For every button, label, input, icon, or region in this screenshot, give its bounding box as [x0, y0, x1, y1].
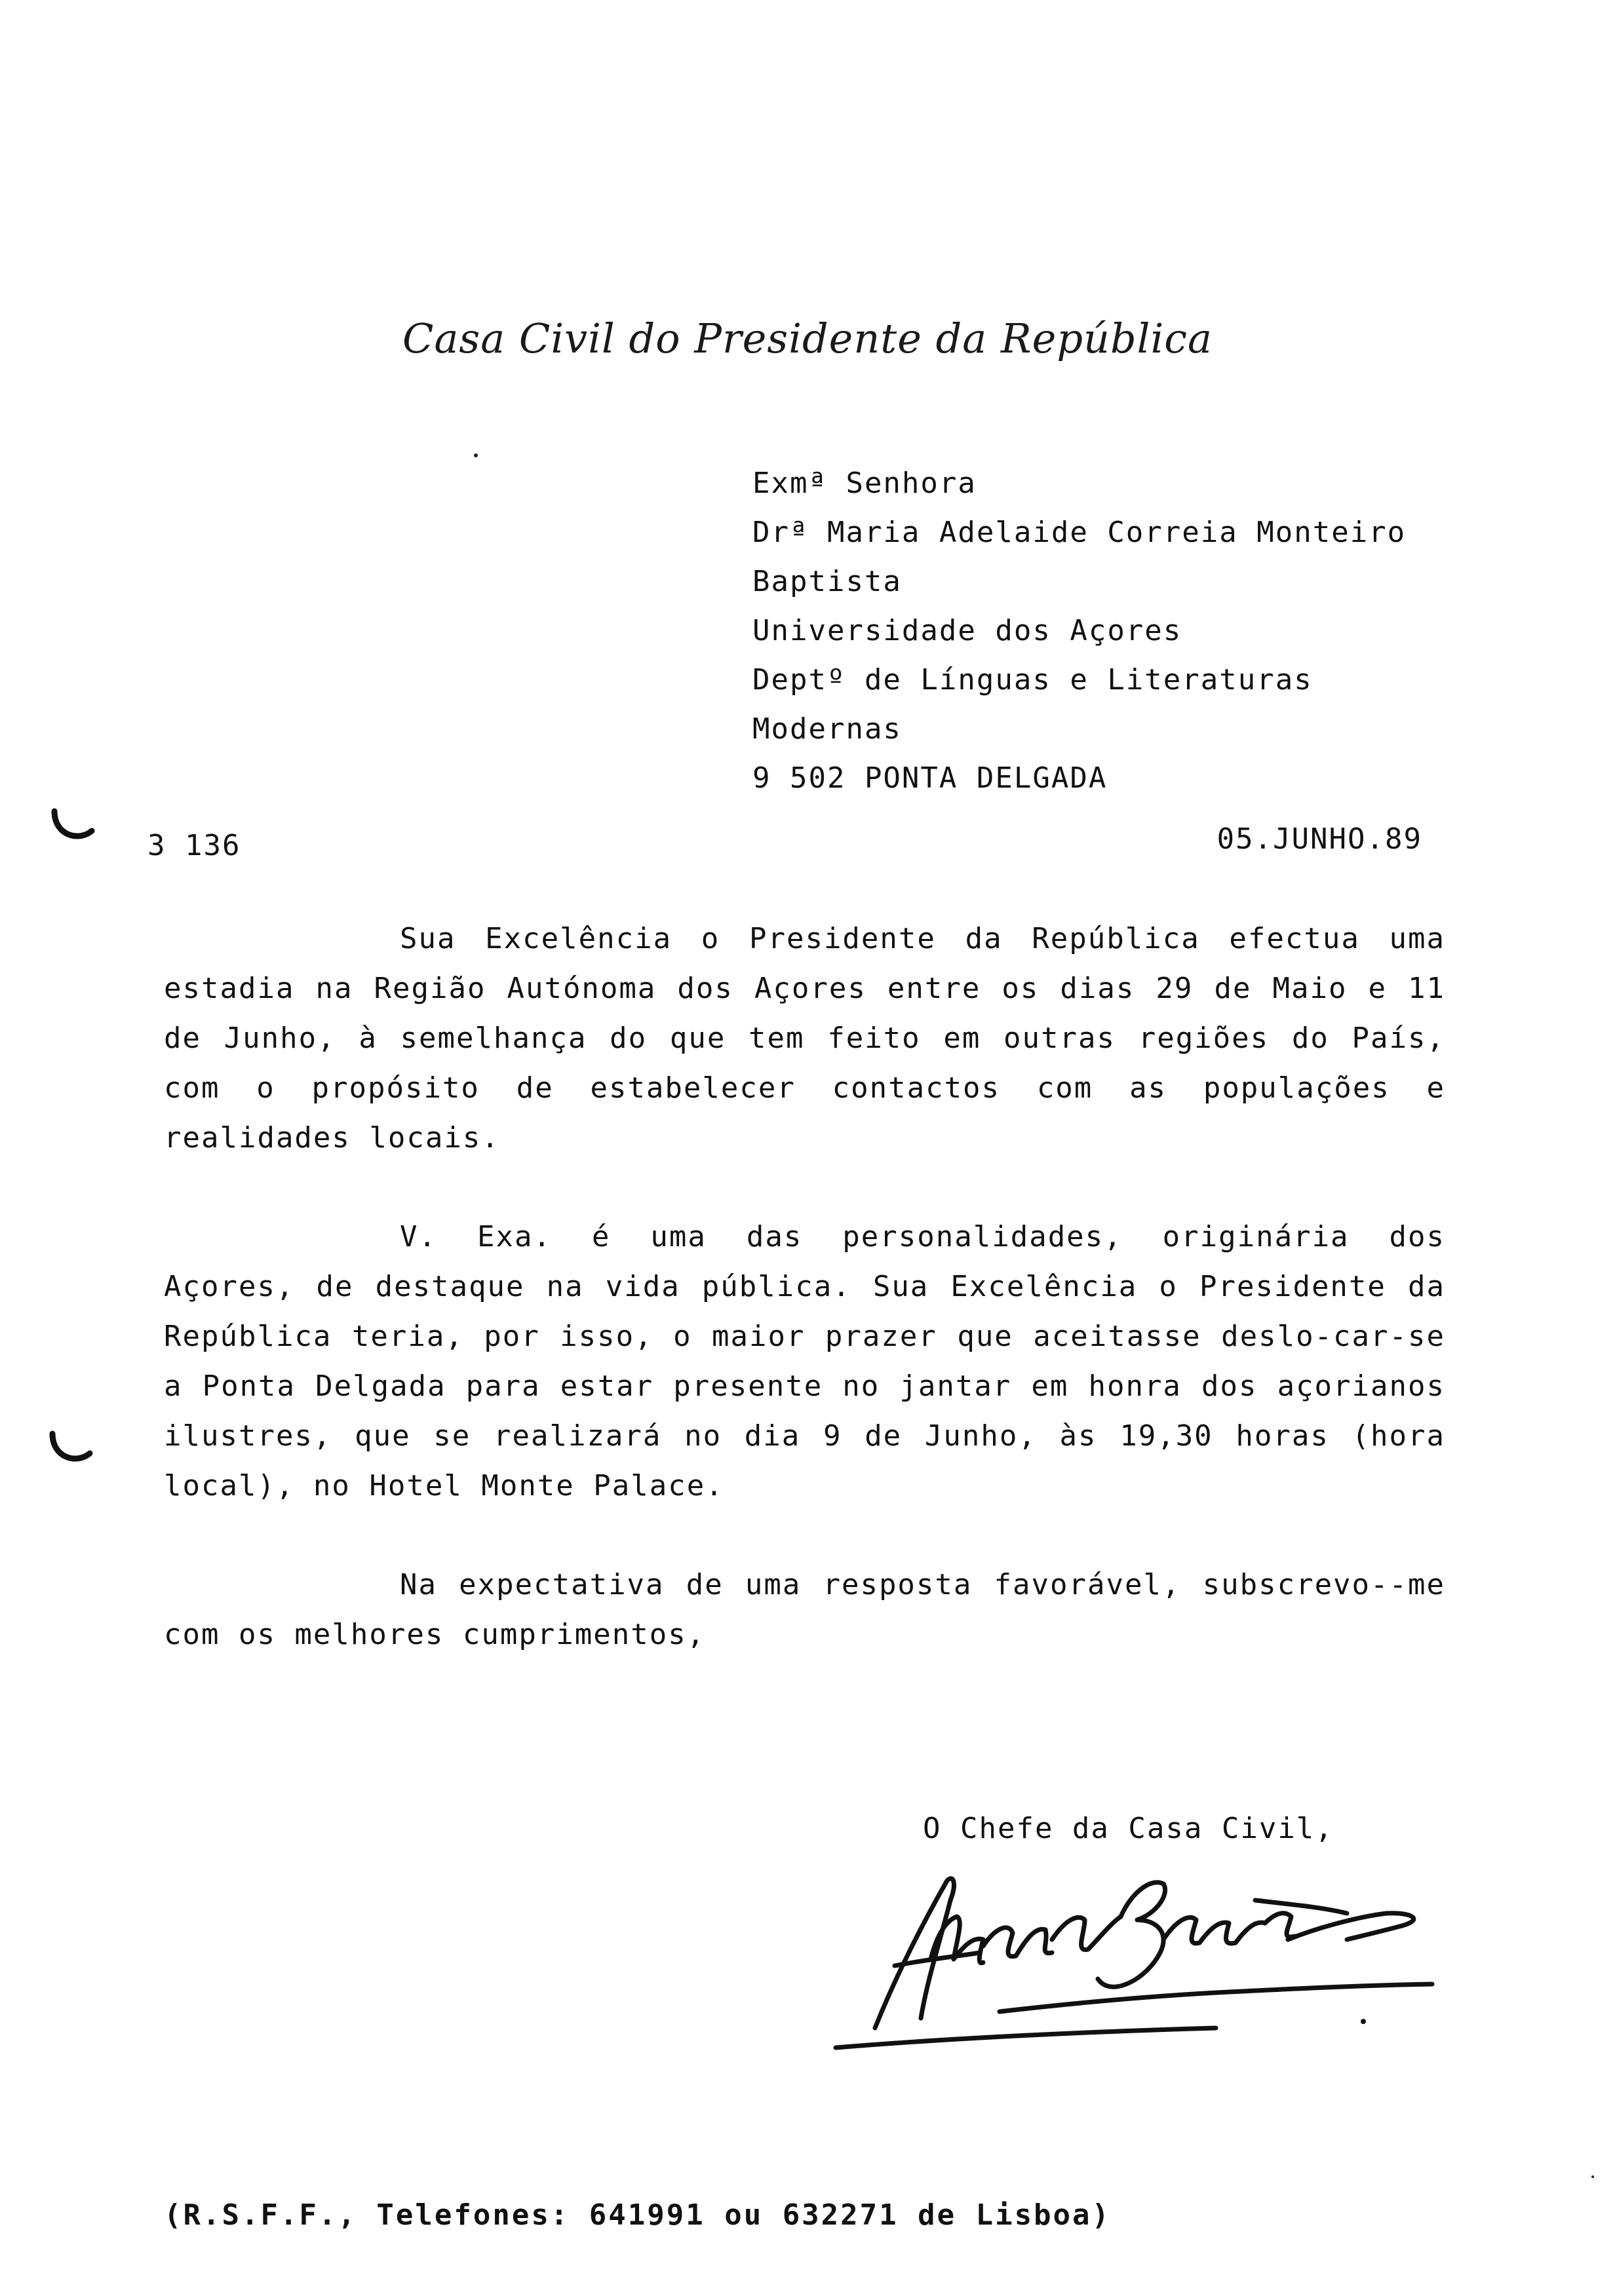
recipient-line: Modernas: [752, 712, 902, 746]
recipient-address: [752, 459, 1572, 803]
body-paragraph: V. Exa. é uma das personalidades, originária dos Açores, de destaque na vida pública. Sua Excelência o Presidente da República teria, por isso, o maior prazer que aceitasse deslo-car-se a Ponta Delgada para estar presente no jantar em honra dos açorianos ilustres, que se realizará no dia 9 de Junho, às 19,30 horas (hora local), no Hotel Monte Palace.: [164, 1220, 1445, 1502]
footer-contact: (R.S.F.F., Telefones: 641991 ou 632271 de Lisboa): [164, 2198, 1112, 2232]
recipient-line: Universidade dos Açores: [752, 614, 1182, 647]
closing-title: O Chefe da Casa Civil,: [923, 1812, 1334, 1845]
recipient-line: Deptº de Línguas e Literaturas: [752, 663, 1313, 697]
signature: [823, 1848, 1478, 2057]
recipient-line: 9 502 PONTA DELGADA: [752, 761, 1108, 795]
signature-scribble-icon: [823, 1848, 1478, 2057]
punch-hole-mark-icon: [47, 1428, 93, 1468]
stray-dot: [474, 453, 478, 457]
stray-dot: [1591, 2175, 1594, 2178]
reference-number: 3 136: [147, 829, 241, 862]
recipient-line: Exmª Senhora: [752, 467, 977, 500]
body-paragraph: Na expectativa de uma resposta favorável, subscrevo--me com os melhores cumprimentos,: [164, 1568, 1445, 1651]
letter-date: 05.JUNHO.89: [1216, 822, 1422, 856]
letterhead: Casa Civil do Presidente da República: [402, 315, 1213, 362]
letter-body: [164, 914, 1445, 1709]
recipient-line: Drª Maria Adelaide Correia Monteiro: [752, 516, 1407, 549]
body-paragraph: Sua Excelência o Presidente da República efectua uma estadia na Região Autónoma dos Açores entre os dias 29 de Maio e 11 de Junho, à semelhança do que tem feito em outras regiões do País, com o propósito de estabelecer contactos com as populações e realidades locais.: [164, 922, 1445, 1155]
punch-hole-mark-icon: [49, 806, 95, 845]
recipient-line: Baptista: [752, 565, 902, 598]
